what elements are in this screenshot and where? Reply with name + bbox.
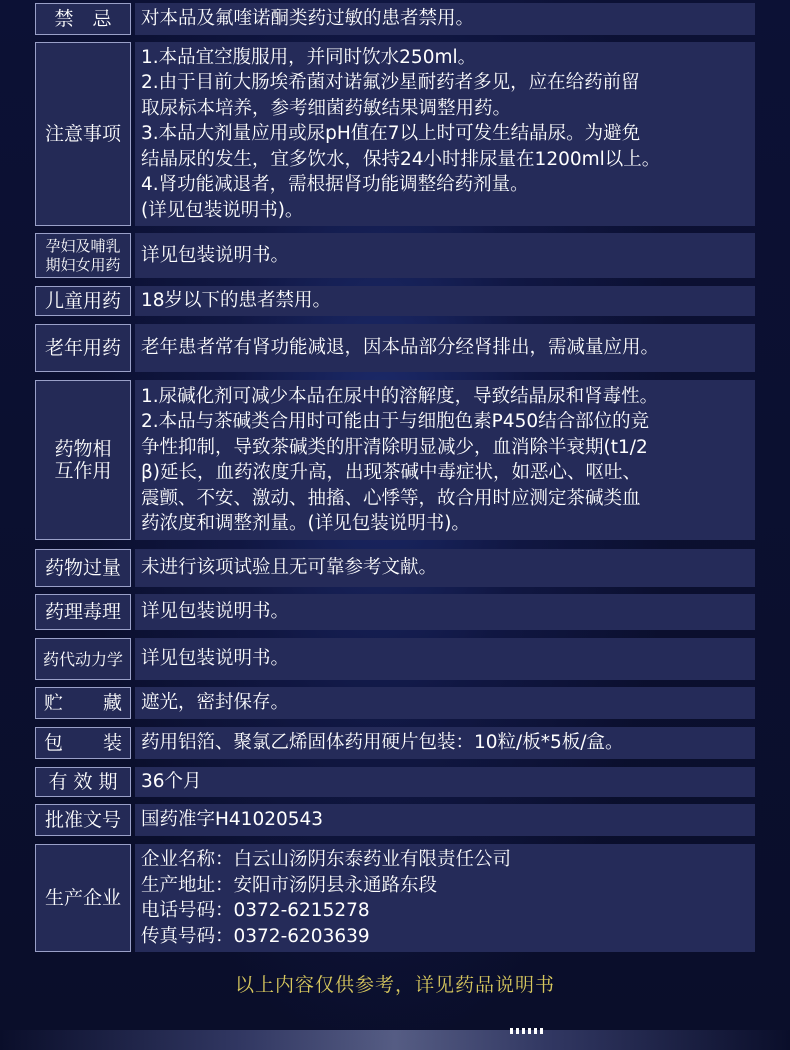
row-storage: [35, 687, 755, 719]
label-text: 期妇女用药: [45, 255, 121, 274]
content-line: 1.尿碱化剂可减少本品在尿中的溶解度，导致结晶尿和肾毒性。: [141, 385, 659, 407]
content-line: 老年患者常有肾功能减退，因本品部分经肾排出，需减量应用。: [141, 337, 660, 359]
label-text: 装: [102, 732, 122, 754]
label-text: 药物过量: [44, 557, 121, 579]
row-content: [135, 42, 755, 226]
row-label: [35, 286, 131, 316]
row-pharmacology: [35, 594, 755, 630]
row-content: [135, 638, 755, 680]
row-label: [35, 767, 131, 797]
content-line: 国药准字H41020543: [141, 809, 324, 831]
row-label: [35, 804, 131, 836]
row-content: [135, 727, 755, 759]
row-children: [35, 286, 755, 316]
row-label: [35, 549, 131, 587]
content-line: 3.本品大剂量应用或尿pH值在7以上时可发生结晶尿。为避免: [141, 123, 641, 145]
row-content: [135, 687, 755, 719]
content-line: 取尿标本培养，参考细菌药敏结果调整用药。: [141, 97, 512, 119]
row-label: [35, 233, 131, 278]
label-text: 孕妇及哺乳: [45, 236, 121, 255]
row-elderly: [35, 324, 755, 372]
label-text: 禁 忌: [54, 8, 112, 30]
row-content: [135, 3, 755, 35]
content-line: (详见包装说明书)。: [141, 199, 304, 221]
content-line: 企业名称：白云山汤阴东泰药业有限责任公司: [141, 849, 512, 870]
row-label: [35, 42, 131, 226]
label-text: 有 效 期: [48, 771, 118, 793]
row-label: [35, 594, 131, 630]
row-label: [35, 324, 131, 372]
row-content: [135, 324, 755, 372]
footer-disclaimer: 以上内容仅供参考，详见药品说明书: [234, 974, 555, 996]
label-text: 批准文号: [44, 809, 121, 831]
decorative-dots: [510, 1028, 546, 1034]
content-line: 电话号码：0372-6215278: [141, 900, 370, 921]
label-text: 互作用: [54, 460, 112, 482]
row-pharmacokinetics: [35, 638, 755, 680]
content-line: 2.由于目前大肠埃希菌对诺氟沙星耐药者多见，应在给药前留: [141, 72, 640, 94]
content-line: 详见包装说明书。: [141, 648, 290, 670]
content-line: 详见包装说明书。: [141, 244, 290, 266]
row-manufacturer: [35, 844, 755, 952]
row-label: [35, 380, 131, 540]
content-line: 药浓度和调整剂量。(详见包装说明书)。: [141, 513, 470, 534]
content-line: 18岁以下的患者禁用。: [141, 290, 332, 312]
row-precautions: [35, 42, 755, 226]
content-line: 震颤、不安、激动、抽搐、心悸等，故合用时应测定茶碱类血: [141, 487, 641, 509]
row-label: [35, 3, 131, 35]
row-label: [35, 638, 131, 680]
row-content: [135, 380, 755, 540]
decorative-light-band: [0, 1030, 790, 1050]
content-line: 药用铝箔、聚氯乙烯固体药用硬片包装：10粒/板*5板/盒。: [141, 732, 624, 754]
content-line: 对本品及氟喹诺酮类药过敏的患者禁用。: [141, 8, 475, 30]
content-line: 遮光，密封保存。: [141, 692, 290, 714]
row-content: [135, 594, 755, 630]
row-label: [35, 687, 131, 719]
row-content: [135, 549, 755, 587]
label-text: 药代动力学: [42, 649, 123, 669]
row-content: [135, 844, 755, 952]
row-approval-number: [35, 804, 755, 836]
label-text: 注意事项: [44, 123, 121, 145]
content-line: 争性抑制，导致茶碱类的肝清除明显减少，血消除半衰期(t1/2: [141, 436, 648, 458]
label-text: 藏: [102, 692, 122, 714]
label-text: 老年用药: [44, 337, 121, 359]
label-text: 儿童用药: [44, 290, 121, 312]
row-label: [35, 844, 131, 952]
row-contraindications: [35, 3, 755, 35]
row-label: [35, 727, 131, 759]
row-content: [135, 767, 755, 797]
content-line: 详见包装说明书。: [141, 601, 290, 623]
content-line: β)延长，血药浓度升高，出现茶碱中毒症状，如恶心、呕吐、: [141, 462, 642, 483]
content-line: 1.本品宜空腹服用，并同时饮水250ml。: [141, 46, 477, 68]
content-line: 4.肾功能减退者，需根据肾功能调整给药剂量。: [141, 174, 529, 196]
row-shelf-life: [35, 767, 755, 797]
content-line: 结晶尿的发生，宜多饮水，保持24小时排尿量在1200ml以上。: [141, 148, 661, 170]
label-text: 生产企业: [44, 887, 121, 909]
row-content: [135, 804, 755, 836]
row-pregnancy: [35, 233, 755, 278]
row-content: [135, 286, 755, 316]
content-line: 36个月: [141, 771, 202, 793]
label-text: 药物相: [54, 438, 112, 460]
row-overdose: [35, 549, 755, 587]
row-content: [135, 233, 755, 278]
label-text: 包: [44, 732, 64, 754]
row-interactions: [35, 380, 755, 540]
row-packaging: [35, 727, 755, 759]
label-text: 药理毒理: [44, 601, 121, 623]
content-line: 2.本品与茶碱类合用时可能由于与细胞色素P450结合部位的竞: [141, 411, 650, 432]
content-line: 未进行该项试验且无可靠参考文献。: [141, 557, 438, 579]
label-text: 贮: [44, 692, 64, 714]
content-line: 传真号码：0372-6203639: [141, 925, 370, 947]
content-line: 生产地址：安阳市汤阴县永通路东段: [141, 874, 438, 896]
